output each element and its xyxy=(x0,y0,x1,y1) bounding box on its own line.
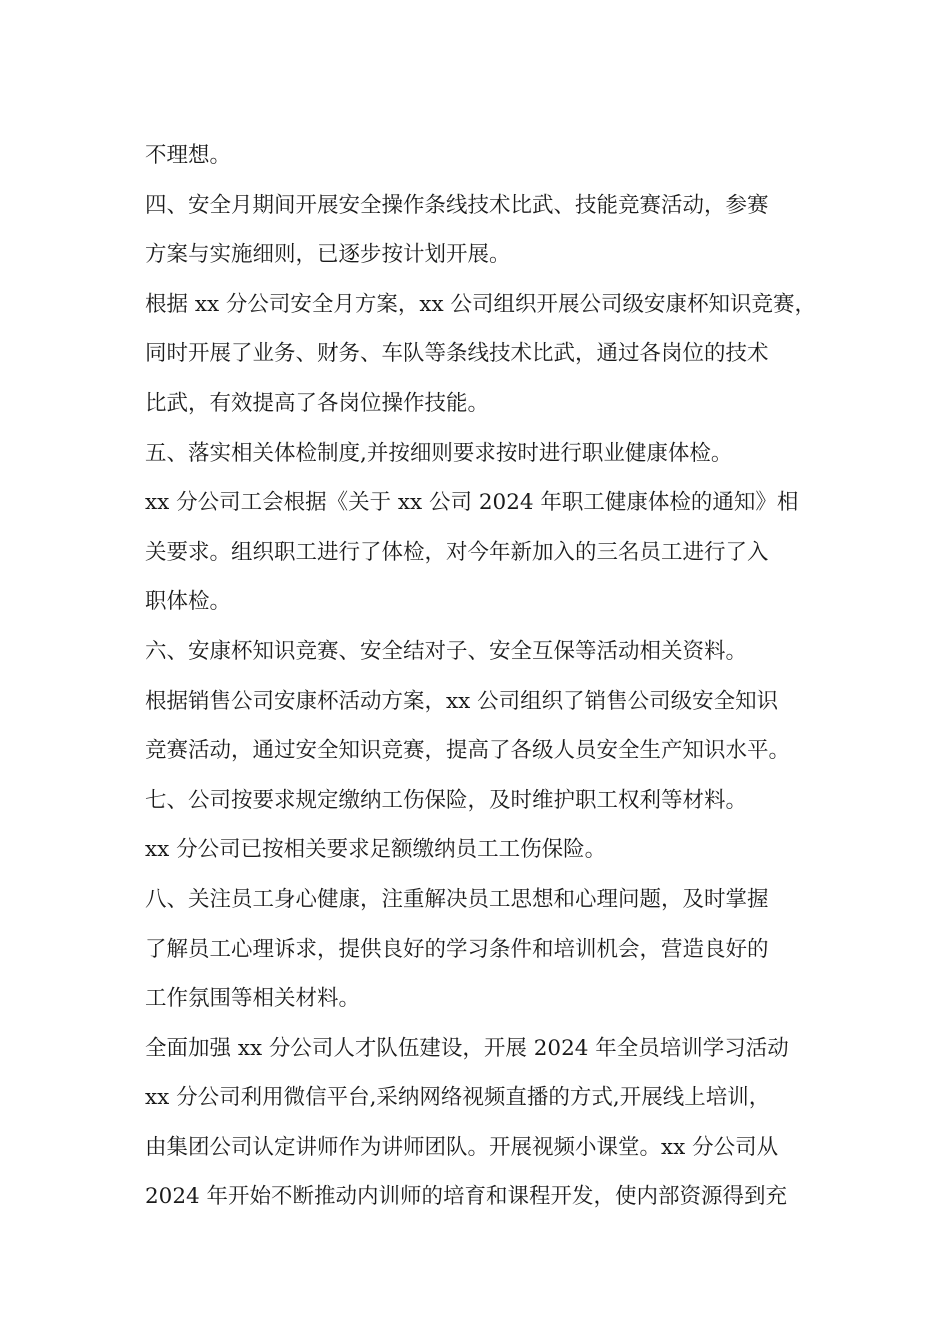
section-heading-6: 六、安康杯知识竞赛、安全结对子、安全互保等活动相关资料。 xyxy=(145,638,748,664)
text-line: 同时开展了业务、财务、车队等条线技术比武，通过各岗位的技术 xyxy=(145,341,769,367)
text-line: 比武，有效提高了各岗位操作技能。 xyxy=(145,390,490,416)
section-heading-8: 八、关注员工身心健康，注重解决员工思想和心理问题，及时掌握 xyxy=(145,886,769,912)
text-line: 不理想。 xyxy=(145,143,232,168)
text-line: 关要求。组织职工进行了体检，对今年新加入的三名员工进行了入 xyxy=(145,539,769,565)
text-line: 根据 xx 分公司安全月方案，xx 公司组织开展公司级安康杯知识竞赛， xyxy=(145,291,817,317)
text-line: 全面加强 xx 分公司人才队伍建设，开展 2024 年全员培训学习活动 xyxy=(145,1035,789,1061)
text-line: 方案与实施细则，已逐步按计划开展。 xyxy=(145,242,511,268)
section-heading-5: 五、落实相关体检制度,并按细则要求按时进行职业健康体检。 xyxy=(145,440,733,466)
text-line: xx 分公司工会根据《关于 xx 公司 2024 年职工健康体检的通知》相 xyxy=(145,490,799,516)
document-body xyxy=(145,131,835,1222)
text-line: 2024 年开始不断推动内训师的培育和课程开发，使内部资源得到充 xyxy=(145,1184,788,1210)
text-line: xx 分公司利用微信平台,采纳网络视频直播的方式,开展线上培训， xyxy=(145,1085,771,1111)
text-line: 工作氛围等相关材料。 xyxy=(145,986,361,1012)
text-line: xx 分公司已按相关要求足额缴纳员工工伤保险。 xyxy=(145,837,607,863)
section-heading-4: 四、安全月期间开展安全操作条线技术比武、技能竞赛活动，参赛 xyxy=(145,192,769,218)
text-line: 由集团公司认定讲师作为讲师团队。开展视频小课堂。xx 分公司从 xyxy=(145,1134,779,1160)
section-heading-7: 七、公司按要求规定缴纳工伤保险，及时维护职工权利等材料。 xyxy=(145,787,748,813)
text-line: 职体检。 xyxy=(145,589,232,615)
text-line: 根据销售公司安康杯活动方案，xx 公司组织了销售公司级安全知识 xyxy=(145,688,779,714)
text-line: 了解员工心理诉求，提供良好的学习条件和培训机会，营造良好的 xyxy=(145,936,769,962)
text-line: 竞赛活动，通过安全知识竞赛，提高了各级人员安全生产知识水平。 xyxy=(145,738,791,764)
